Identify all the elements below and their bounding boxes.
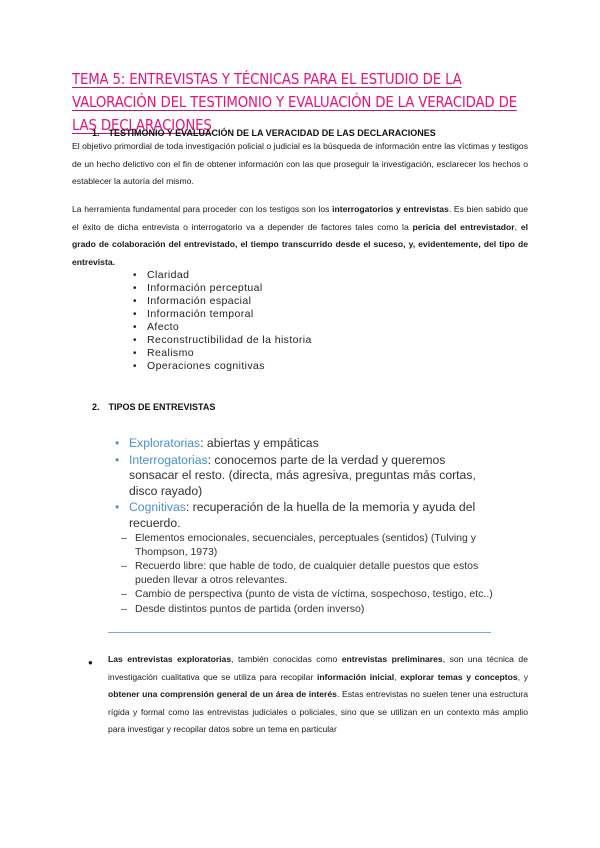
list-item: • Claridad xyxy=(133,269,312,282)
cognitive-sublist xyxy=(121,532,495,616)
type-text: : conocemos parte de la verdad y queremos sonsacar el resto. (directa, más agresiva, preguntas más cortas, disco rayado) xyxy=(129,452,476,498)
text-b: , también conocidas como xyxy=(231,654,342,664)
para2-bold-f: el grado de colaboración del entrevistado, el tiempo transcurrido desde el suceso, y, evidentemente, del tipo de entrevista. xyxy=(72,221,528,267)
para2-text-c: . Es bien sabido que el éxito de dicha entrevista o interrogatorio va a depender de factores tales como la xyxy=(72,204,528,232)
bold-a: Las entrevistas exploratorias xyxy=(108,654,232,664)
list-item xyxy=(115,500,495,531)
list-item: • Reconstructibilidad de la historia xyxy=(133,334,312,347)
bold-c: entrevistas preliminares xyxy=(341,654,443,664)
list-item: – Cambio de perspectiva (punto de vista de víctima, sospechoso, testigo, etc..) xyxy=(121,588,495,602)
text-f: , xyxy=(394,671,401,682)
type-label: Exploratorias xyxy=(129,436,201,450)
exploratory-paragraph xyxy=(108,651,528,739)
text-h: , y xyxy=(517,671,528,682)
bold-i: obtener una comprensión general de un área de interés xyxy=(108,689,337,699)
para2-text-a: La herramienta fundamental para proceder con los testigos son los xyxy=(72,204,333,214)
type-label: Cognitivas xyxy=(129,500,186,514)
interview-types-list xyxy=(115,436,495,617)
type-text: : abiertas y empáticas xyxy=(200,436,319,450)
list-item: – Recuerdo libre: que hable de todo, de cualquier detalle puestos que estos pueden llevar a otros relevantes. xyxy=(121,560,495,587)
section1-paragraph-2 xyxy=(72,201,528,271)
bullet-icon: ● xyxy=(88,658,93,667)
section1-paragraph-1: El objetivo primordial de toda investigación policial o judicial es la búsqueda de información entre las víctimas y testigos de un hecho delictivo con el fin de obtener información con las que proseguir la investigación, esclarecer los hechos o establecer la autoría del mismo. xyxy=(72,141,528,186)
list-item: • Información perceptual xyxy=(133,282,312,295)
bold-g: explorar temas y conceptos xyxy=(400,671,518,682)
criteria-list xyxy=(133,269,312,373)
para2-bold-b: interrogatorios y entrevistas xyxy=(332,204,449,214)
list-item: – Elementos emocionales, secuenciales, perceptuales (sentidos) (Tulving y Thompson, 1973) xyxy=(121,532,495,559)
type-label: Interrogatorias xyxy=(129,452,208,467)
list-item: • Información espacial xyxy=(133,295,312,308)
para2-text-e: , xyxy=(514,221,521,232)
bold-e: información inicial xyxy=(316,671,395,682)
text-j: . Estas entrevistas no suelen tener una estructura rígida y formal como las entrevistas judiciales o policiales, sino que se utilizan en un contexto más amplio para investigar y recopilar datos sobre un tema en particular xyxy=(108,689,528,734)
list-item: • Operaciones cognitivas xyxy=(133,360,312,373)
list-item: • Afecto xyxy=(133,321,312,334)
section2-heading: 2. TIPOS DE ENTREVISTAS xyxy=(92,402,216,412)
list-item: – Desde distintos puntos de partida (orden inverso) xyxy=(121,603,495,617)
para2-bold-d: pericia del entrevistador xyxy=(412,221,515,232)
section1-heading: 1. TESTIMONIO Y EVALUACIÓN DE LA VERACIDAD DE LAS DECLARACIONES xyxy=(92,128,436,138)
page-title: TEMA 5: ENTREVISTAS Y TÉCNICAS PARA EL ESTUDIO DE LA VALORACIÓN DEL TESTIMONIO Y EVALUACIÓN DE LA VERACIDAD DE LAS DECLARACIONES xyxy=(72,70,517,134)
list-item xyxy=(115,453,495,500)
text-d: , son una técnica de investigación cualitativa que se utiliza para recopilar xyxy=(108,654,528,682)
list-item xyxy=(115,436,495,452)
list-item: • Información temporal xyxy=(133,308,312,321)
list-item: • Realismo xyxy=(133,347,312,360)
divider xyxy=(108,632,491,633)
type-text: : recuperación de la huella de la memoria y ayuda del recuerdo. xyxy=(129,500,476,530)
